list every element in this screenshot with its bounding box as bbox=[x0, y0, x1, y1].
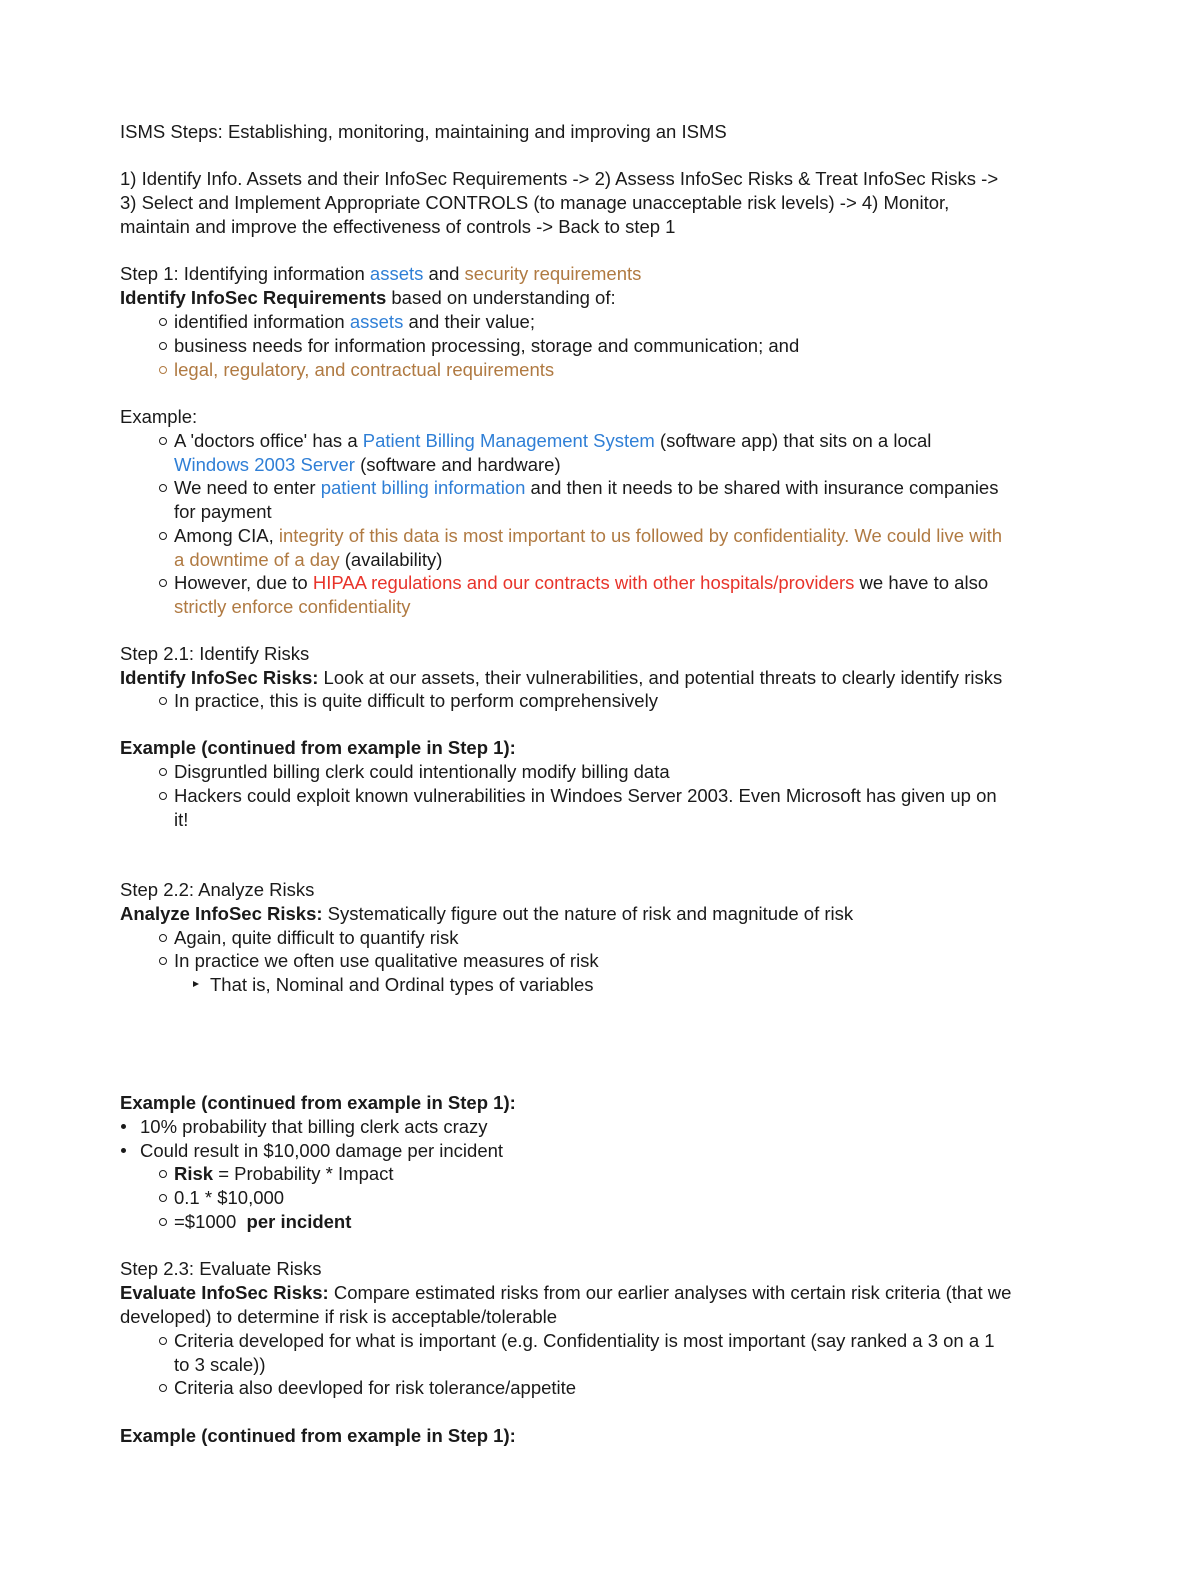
bullet-circle-icon bbox=[159, 1337, 167, 1345]
list-item: In practice we often use qualitative measures of risk bbox=[174, 950, 599, 971]
list-item: legal, regulatory, and contractual requirements bbox=[174, 359, 555, 380]
list-item: A 'doctors office' has a Patient Billing Management System (software app) that sits on a local bbox=[174, 430, 932, 451]
bullet-circle-icon bbox=[159, 957, 167, 965]
overview-line-2: 3) Select and Implement Appropriate CONTROLS (to manage unacceptable risk levels) -> 4) Monitor, bbox=[120, 192, 950, 213]
bullet-circle-icon bbox=[159, 1170, 167, 1178]
bullet-circle-icon bbox=[159, 532, 167, 540]
list-item: However, due to HIPAA regulations and our contracts with other hospitals/providers we have to also bbox=[174, 572, 989, 593]
step22-definition: Analyze InfoSec Risks: Systematically figure out the nature of risk and magnitude of risk bbox=[120, 903, 854, 924]
bullet-circle-icon bbox=[159, 1194, 167, 1202]
bullet-triangle-icon bbox=[193, 981, 199, 987]
step23-heading: Step 2.3: Evaluate Risks bbox=[120, 1258, 322, 1279]
example-label: Example: bbox=[120, 406, 198, 427]
list-item: Disgruntled billing clerk could intentionally modify billing data bbox=[174, 761, 670, 782]
step22-heading: Step 2.2: Analyze Risks bbox=[120, 879, 315, 900]
step1-requirements-line: Identify InfoSec Requirements based on understanding of: bbox=[120, 287, 616, 308]
bullet-circle-icon bbox=[159, 318, 167, 326]
example-label: Example (continued from example in Step 1): bbox=[120, 1425, 516, 1446]
step21-heading: Step 2.1: Identify Risks bbox=[120, 643, 310, 664]
list-item-continuation: Windows 2003 Server (software and hardware) bbox=[174, 454, 561, 475]
bullet-circle-icon bbox=[159, 579, 167, 587]
list-item: Among CIA, integrity of this data is most important to us followed by confidentiality. We could live with bbox=[174, 525, 1003, 546]
bullet-circle-icon bbox=[159, 768, 167, 776]
list-item: business needs for information processing, storage and communication; and bbox=[174, 335, 800, 356]
example-label: Example (continued from example in Step 1): bbox=[120, 1092, 516, 1113]
step1-heading: Step 1: Identifying information assets and security requirements bbox=[120, 263, 642, 284]
list-item: We need to enter patient billing information and then it needs to be shared with insurance companies bbox=[174, 477, 999, 498]
bullet-circle-icon bbox=[159, 792, 167, 800]
list-item-continuation: a downtime of a day (availability) bbox=[174, 549, 443, 570]
bullet-circle-icon bbox=[159, 934, 167, 942]
bullet-circle-icon bbox=[159, 1218, 167, 1226]
bullet-dot-icon bbox=[121, 1124, 126, 1129]
list-item-continuation: strictly enforce confidentiality bbox=[174, 596, 411, 617]
step21-definition: Identify InfoSec Risks: Look at our assets, their vulnerabilities, and potential threats to clearly identify risks bbox=[120, 667, 1003, 688]
sub-list-item: That is, Nominal and Ordinal types of variables bbox=[210, 974, 594, 995]
overview-line-3: maintain and improve the effectiveness of controls -> Back to step 1 bbox=[120, 216, 676, 237]
list-item: Hackers could exploit known vulnerabilities in Windoes Server 2003. Even Microsoft has given up on bbox=[174, 785, 997, 806]
list-item-continuation: it! bbox=[174, 809, 189, 830]
list-item: identified information assets and their value; bbox=[174, 311, 535, 332]
list-item: Again, quite difficult to quantify risk bbox=[174, 927, 459, 948]
bullet-circle-icon bbox=[159, 1384, 167, 1392]
sub-list-item: =$1000 per incident bbox=[174, 1211, 352, 1232]
bullet-circle-icon bbox=[159, 366, 167, 374]
step23-definition-continuation: developed) to determine if risk is acceptable/tolerable bbox=[120, 1306, 558, 1327]
list-item-continuation: for payment bbox=[174, 501, 272, 522]
bullet-circle-icon bbox=[159, 484, 167, 492]
bullet-circle-icon bbox=[159, 437, 167, 445]
bullet-dot-icon bbox=[121, 1148, 126, 1153]
list-item: Criteria developed for what is important (e.g. Confidentiality is most important (say ranked a 3 on a 1 bbox=[174, 1330, 995, 1351]
example-label: Example (continued from example in Step 1): bbox=[120, 737, 516, 758]
overview-line-1: 1) Identify Info. Assets and their InfoSec Requirements -> 2) Assess InfoSec Risks & Treat InfoSec Risks -> bbox=[120, 168, 999, 189]
list-item-continuation: to 3 scale)) bbox=[174, 1354, 266, 1375]
sub-list-item: Risk = Probability * Impact bbox=[174, 1163, 394, 1184]
list-item: Criteria also deevloped for risk tolerance/appetite bbox=[174, 1377, 577, 1398]
list-item: Could result in $10,000 damage per incident bbox=[140, 1140, 504, 1161]
step23-definition: Evaluate InfoSec Risks: Compare estimated risks from our earlier analyses with certain risk criteria (that we bbox=[120, 1282, 1012, 1303]
list-item: In practice, this is quite difficult to perform comprehensively bbox=[174, 690, 658, 711]
bullet-circle-icon bbox=[159, 342, 167, 350]
sub-list-item: 0.1 * $10,000 bbox=[174, 1187, 285, 1208]
bullet-circle-icon bbox=[159, 697, 167, 705]
list-item: 10% probability that billing clerk acts crazy bbox=[140, 1116, 488, 1137]
document-title: ISMS Steps: Establishing, monitoring, maintaining and improving an ISMS bbox=[120, 121, 727, 142]
